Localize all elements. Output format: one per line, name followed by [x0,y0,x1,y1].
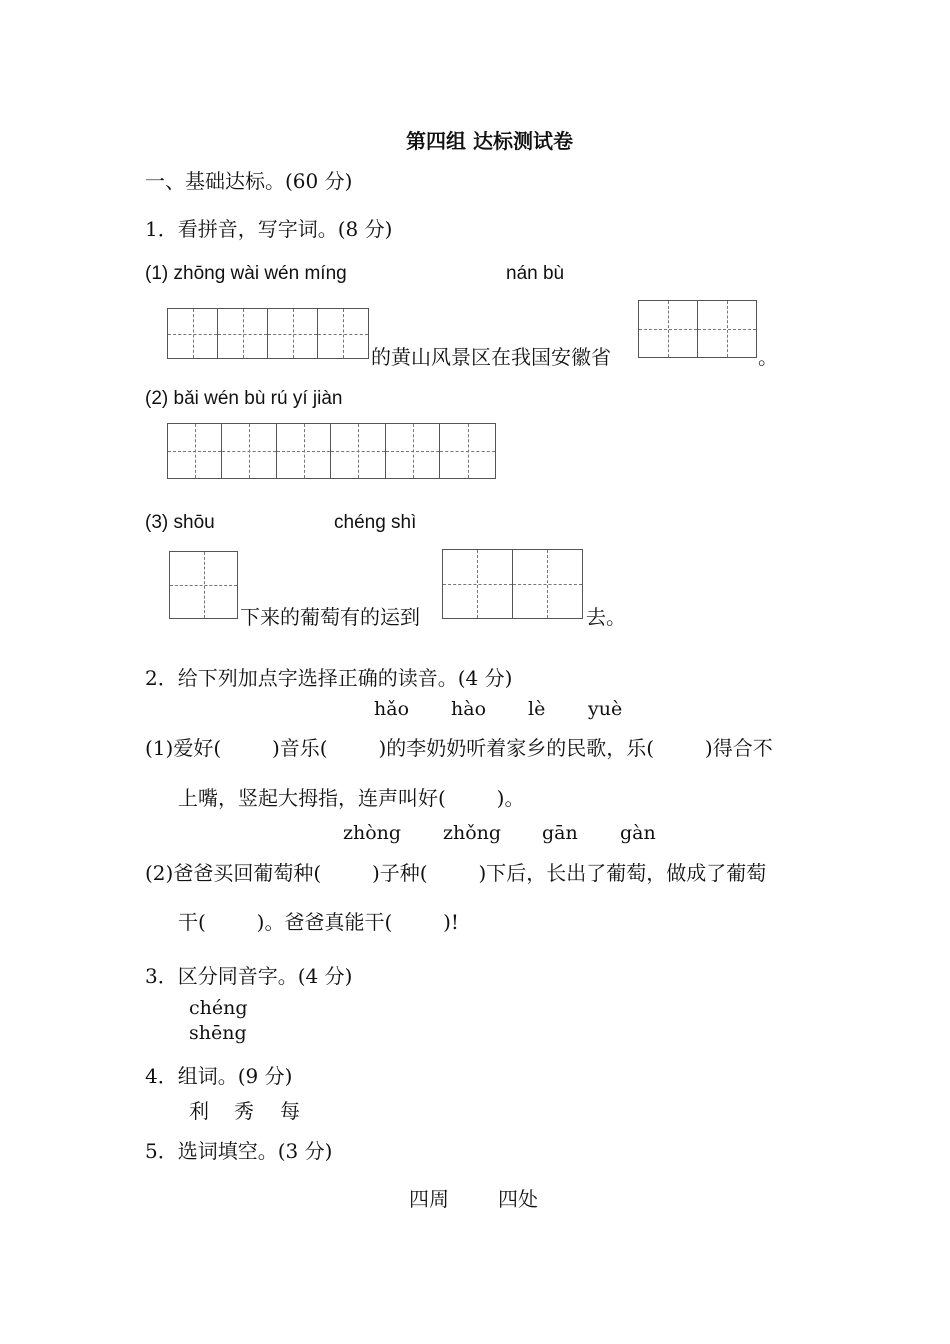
q2-option: hǎo [374,698,410,720]
q2-part2-line1: (2)爸爸买回葡萄种( )子种( )下后，长出了葡萄，做成了葡萄 [145,861,767,885]
q1-part1-pinyin-a: (1) zhōng wài wén míng [145,263,347,284]
question-2-heading: 2．给下列加点字选择正确的读音。(4 分) [145,666,513,690]
q1-part1-sentence: 的黄山风景区在我国安徽省 [371,345,611,369]
q2-option: gàn [620,822,656,844]
q2-part1-line2: 上嘴，竖起大拇指，连声叫好( )。 [178,786,525,810]
q5-word: 四处 [498,1187,538,1211]
question-1-heading: 1．看拼音，写字词。(8 分) [145,217,393,241]
q1-part3-end: 去。 [586,605,626,629]
q1-part3-pinyin-a: (3) shōu [145,512,215,533]
q2-option: zhòng [343,822,402,844]
q2-option: hào [451,698,487,720]
q5-word: 四周 [409,1187,449,1211]
answer-grid-baiwenburuyijian[interactable] [167,423,496,479]
q4-char: 利 [189,1099,209,1123]
q2-part2-line2: 干( )。爸爸真能干( )! [178,910,459,934]
answer-grid-zhongwaiwenming[interactable] [167,308,369,359]
q3-pinyin-cheng: chéng [189,997,248,1019]
q3-pinyin-sheng: shēng [189,1022,247,1044]
section-heading: 一、基础达标。(60 分) [145,169,353,193]
q2-part1-line1: (1)爱好( )音乐( )的李奶奶听着家乡的民歌，乐( )得合不 [145,736,773,760]
q4-char: 每 [280,1099,300,1123]
q2-option: zhǒng [443,822,502,844]
answer-grid-chengshi[interactable] [442,549,583,619]
question-3-heading: 3．区分同音字。(4 分) [145,964,353,988]
q2-option: yuè [588,698,623,720]
page-title: 第四组 达标测试卷 [406,129,573,153]
q1-part3-pinyin-b: chéng shì [334,512,417,533]
q1-part1-end: 。 [758,345,778,369]
q1-part2-pinyin: (2) bǎi wén bù rú yí jiàn [145,388,343,409]
q1-part1-pinyin-b: nán bù [506,263,565,284]
q2-option: gān [542,822,578,844]
question-4-heading: 4．组词。(9 分) [145,1064,293,1088]
answer-grid-nanbu[interactable] [638,300,757,358]
question-5-heading: 5．选词填空。(3 分) [145,1139,333,1163]
q4-char: 秀 [234,1099,254,1123]
q2-option: lè [528,698,546,720]
q1-part3-sentence: 下来的葡萄有的运到 [240,605,420,629]
answer-grid-shou[interactable] [169,551,238,619]
